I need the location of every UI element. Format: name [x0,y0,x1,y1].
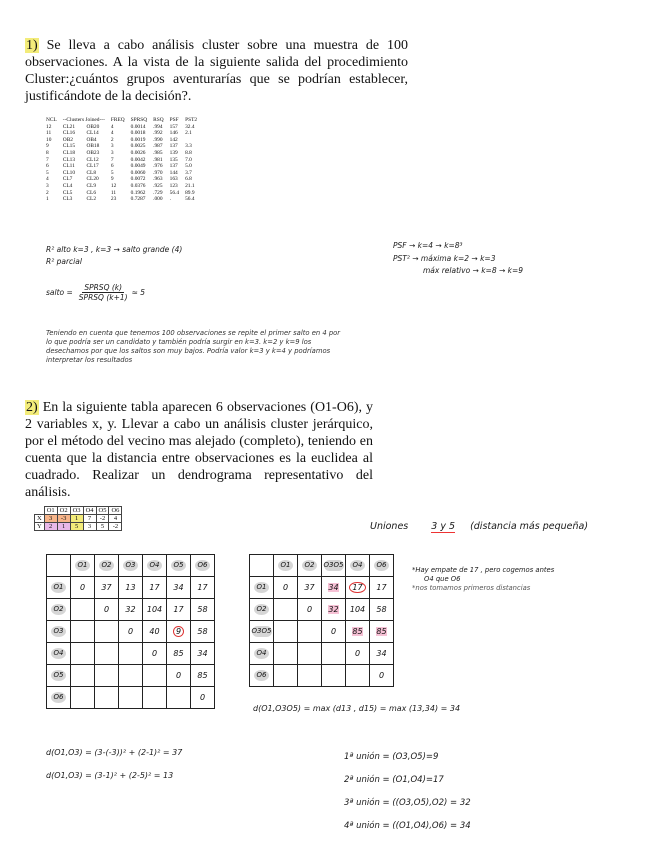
obs-header-cell [35,507,45,515]
matrix-cell [71,643,95,665]
table-cell: 135 [169,156,178,163]
table-cell: CL21 [62,123,76,130]
matrix-cell-highlight: 32 [322,599,346,621]
calc-line-2: d(O1,O3) = (3-1)² + (2-5)² = 13 [46,771,174,780]
matrix-cell [95,665,119,687]
obs-cell: 1 [70,515,83,523]
table-cell: 10 [46,136,52,143]
observations-table-wrap [34,506,122,531]
table-cell: 0.0042 [130,156,146,163]
table-cell: 0.0019 [130,136,146,143]
matrix-row-header: O3 [47,621,71,643]
table-row [43,190,200,197]
matrix-row [47,665,215,687]
question-number: 1) [26,38,38,53]
table-cell: 0.0018 [130,130,146,137]
matrix-cell: 37 [95,577,119,599]
matrix-cell: 37 [298,577,322,599]
column-header: FREQ [110,117,125,123]
table-cell: .963 [153,176,163,183]
matrix-col-header: O6 [191,555,215,577]
table-cell: 7 [110,156,114,163]
table-cell: 89.9 [185,189,195,196]
matrix-row-header: O3O5 [250,621,274,643]
matrix-cell-min [167,621,191,643]
distance-matrix-1 [46,554,215,709]
salto-result: ≈ 5 [131,288,146,297]
uniones-pair: 3 y 5 [431,521,456,532]
matrix-row [250,665,394,687]
observations-table [34,506,122,531]
table-row [43,183,200,190]
table-cell: 21.1 [185,182,195,189]
matrix-cell: 0 [167,665,191,687]
table-cell: CL18 [62,149,76,156]
matrix-col-header: O2 [95,555,119,577]
matrix-row-header: O4 [250,643,274,665]
cluster-history-table [43,117,200,203]
answer-r2-line1: R² alto k=3 , k=3 → salto grande (4) [46,245,183,254]
table-cell: 5.0 [185,163,192,170]
matrix-cell: 0 [370,665,394,687]
tie-note-line1: *Hay empate de 17 , pero cogemos antes [412,566,555,574]
table-cell: OB4 [86,136,97,143]
tie-note [412,566,554,593]
table-cell: .992 [153,130,163,137]
obs-cell: 7 [83,515,96,523]
matrix-row-header: O6 [47,687,71,709]
matrix-col-header: O1 [274,555,298,577]
salto-numerator: SPRSQ (k) [84,283,123,292]
matrix-row-header: O1 [47,577,71,599]
table-cell: 0.0072 [130,176,146,183]
table-cell: 9 [110,176,114,183]
matrix-cell [95,643,119,665]
table-cell: CL7 [62,176,73,183]
table-cell: CL5 [62,189,73,196]
matrix-cell: 104 [346,599,370,621]
table-cell: CL8 [86,169,97,176]
matrix-cell: 85 [167,643,191,665]
table-cell: 5 [46,169,49,176]
answer-r2-line2: R² parcial [46,257,82,266]
table-cell: 9 [46,143,49,150]
matrix-row-header: O5 [47,665,71,687]
obs-cell: 5 [96,523,109,531]
table-cell: CL4 [62,182,73,189]
table-cell: 137 [169,143,178,150]
table-cell: CL15 [62,143,76,150]
matrix-cell: 17 [191,577,215,599]
table-cell: 144 [169,169,178,176]
matrix-cell: 58 [191,599,215,621]
table-cell: .970 [153,169,163,176]
matrix-row [250,643,394,665]
matrix-col-header: O6 [370,555,394,577]
column-header: --Clusters Joined--- [62,117,105,123]
obs-header-cell: O3 [70,507,83,515]
matrix-cell: 0 [143,643,167,665]
table-cell: 157 [169,123,178,130]
matrix-cell: 0 [191,687,215,709]
answer-psf: PSF → k=4 → k=8³ [393,241,463,250]
question-text: Se lleva a cabo análisis cluster sobre una muestra de 100 observaciones. A la vista de la siguiente salida del procedimiento Cluster:¿cuántos grupos aventurarías que se podrían establecer, justificándote de la decisión?. [25,38,408,104]
table-cell: . [169,196,171,203]
salto-denominator: SPRSQ (k+1) [78,293,128,302]
matrix-col-header: O4 [143,555,167,577]
table-cell: 12 [110,182,117,189]
table-cell: 0.0014 [130,123,146,130]
column-header: SPRSQ [130,117,148,123]
matrix-cell [274,643,298,665]
table-cell: OB23 [86,149,100,156]
matrix-row-header: O6 [250,665,274,687]
obs-cell: 2 [44,523,57,531]
min-distance-circle: 9 [173,626,184,637]
matrix-cell [274,621,298,643]
matrix-col-header: O1 [71,555,95,577]
matrix-cell [167,687,191,709]
table-cell: CL13 [62,156,76,163]
matrix-cell: 58 [191,621,215,643]
table-cell: 0.0376 [130,182,146,189]
matrix-cell [274,599,298,621]
obs-header-cell: O6 [109,507,122,515]
table-cell: 6 [110,163,114,170]
matrix-row-header: O1 [250,577,274,599]
table-cell: CL16 [62,130,76,137]
union-list [344,746,471,838]
matrix-cell: 0 [298,599,322,621]
sas-cluster-output [43,117,200,203]
uniones-label: Uniones [370,521,409,532]
matrix-cell [71,687,95,709]
table-cell: 11 [110,189,117,196]
obs-row-x [35,515,122,523]
table-cell: 163 [169,176,178,183]
matrix-cell: 104 [143,599,167,621]
matrix-cell [71,665,95,687]
table-cell: 0.0026 [130,149,146,156]
matrix-cell-min [346,577,370,599]
table-cell: .990 [153,136,163,143]
column-header: NCL [46,117,57,123]
table-cell: 0.7287 [130,196,146,203]
matrix-cell: 0 [346,643,370,665]
matrix-cell [119,687,143,709]
matrix-row-header: O2 [47,599,71,621]
union-4: 4ª unión = ((O1,O4),O6) = 34 [344,821,471,831]
matrix-cell: 34 [370,643,394,665]
tie-note-line2: O4 que O6 [424,575,461,583]
matrix-cell [274,665,298,687]
matrix-cell [143,665,167,687]
question-2 [25,399,373,501]
table-cell: 2 [110,136,114,143]
question-text: En la siguiente tabla aparecen 6 observaciones (O1-O6), y 2 variables x, y. Llevar a cabo un análisis cluster jerárquico, por el método del vecino mas alejado (completo), teniendo en cuenta que la distancia entre observaciones es la euclidea al cuadrado. Realizar un dendrograma representativo del análisis. [25,400,374,500]
matrix-cell-highlight: 34 [322,577,346,599]
table-cell: 3.7 [185,169,192,176]
table-cell: 4 [110,130,114,137]
calc-line-1: d(O1,O3) = (3-(-3))² + (2-1)² = 37 [46,748,183,757]
matrix-corner [250,555,274,577]
matrix-cell [119,643,143,665]
column-header: RSQ [153,117,164,123]
table-cell [182,137,200,144]
answer-paragraph: Teniendo en cuenta que tenemos 100 observaciones se repite el primer salto en 4 por lo que podría ser un candidato y también podría surgir en k=3. k=2 y k=9 los desechamos por que los saltos son muy bajos. Podría valor k=3 y k=4 y podríamos interpretar los resultados [46,329,341,364]
obs-header-cell: O4 [83,507,96,515]
table-cell: .985 [153,149,163,156]
obs-cell: -2 [96,515,109,523]
distance-matrix-2 [249,554,394,687]
obs-cell: 4 [109,515,122,523]
matrix-cell: 0 [274,577,298,599]
matrix-row [47,577,215,599]
matrix-row [250,621,394,643]
table-cell: OB2 [62,136,73,143]
matrix-cell [298,621,322,643]
table-cell: 0.1962 [130,189,146,196]
salto-fraction [79,283,128,302]
matrix-cell [322,643,346,665]
table-cell: .981 [153,156,163,163]
distance-matrix-table [249,554,394,687]
matrix-cell [119,665,143,687]
matrix-cell: 0 [322,621,346,643]
matrix-cell [346,665,370,687]
table-cell: 4 [46,176,49,183]
table-row [43,170,200,177]
table-cell: .925 [153,182,163,189]
table-cell: 4 [110,123,114,130]
table-cell: 3.3 [185,143,192,150]
table-cell: 23 [110,196,117,203]
table-cell: CL20 [86,176,99,183]
matrix-cell: 0 [119,621,143,643]
matrix-cell: 34 [191,643,215,665]
matrix-cell: 17 [167,599,191,621]
table-cell: 3 [110,143,114,150]
table-cell: 6 [46,163,49,170]
matrix-cell [71,599,95,621]
distance-matrix-table [46,554,215,709]
table-row [43,130,200,137]
table-row [43,163,200,170]
table-row [43,143,200,150]
table-row [43,196,200,203]
table-cell: 32.4 [185,123,195,130]
question-1 [25,37,408,105]
obs-row-y [35,523,122,531]
table-header-row [43,117,200,124]
matrix-header-row [47,555,215,577]
obs-cell: 1 [57,523,70,531]
matrix-row [47,599,215,621]
table-row [43,137,200,144]
table-cell: 2.1 [185,130,192,137]
table-cell: 3 [110,149,114,156]
matrix-cell [95,687,119,709]
matrix-cell: 85 [191,665,215,687]
table-cell: 3 [46,182,49,189]
answer-pst2-a: PST² → máxima k=2 → k=3 [393,254,496,263]
table-cell: CL9 [86,182,97,189]
table-cell: 0.0060 [130,169,146,176]
table-cell: 5 [110,169,114,176]
table-row [43,157,200,164]
table-cell: .976 [153,163,163,170]
matrix-col-header: O3 [119,555,143,577]
matrix-row [47,643,215,665]
min-distance-circle: 17 [349,582,365,593]
matrix-row [250,599,394,621]
obs-header-cell: O5 [96,507,109,515]
table-cell: .729 [153,189,163,196]
matrix-cell: 13 [119,577,143,599]
obs-cell: 5 [70,523,83,531]
table-cell: CL6 [86,189,97,196]
obs-header-row [35,507,122,515]
matrix-col-header: O4 [346,555,370,577]
table-cell: .994 [153,123,163,130]
table-cell: CL2 [86,196,97,203]
matrix-cell: 17 [143,577,167,599]
obs-cell: Y [35,523,45,531]
matrix-cell: 0 [71,577,95,599]
tie-note-line3: *nos tomamos primeros distancias [412,584,531,592]
table-cell: 1 [46,196,49,203]
table-cell: 8 [46,149,49,156]
table-cell: .987 [153,143,163,150]
matrix-corner [47,555,71,577]
column-header: PST2 [185,117,198,123]
table-cell: CL10 [62,169,76,176]
table-cell: 0.0025 [130,143,146,150]
table-cell: CL11 [62,163,75,170]
matrix-cell [95,621,119,643]
salto-label: salto = [46,288,73,297]
obs-cell: X [35,515,45,523]
table-cell: 137 [169,163,178,170]
table-cell: CL17 [86,163,99,170]
matrix-cell: 58 [370,599,394,621]
table-cell: 12 [46,123,52,130]
obs-cell: 3 [44,515,57,523]
column-header: PSF [169,117,179,123]
matrix-col-header: O3O5 [322,555,346,577]
table-row [43,176,200,183]
obs-header-cell: O1 [44,507,57,515]
matrix-row [47,687,215,709]
table-row [43,124,200,131]
matrix-col-header: O5 [167,555,191,577]
matrix-cell [298,665,322,687]
matrix-cell [298,643,322,665]
answer-pst2-b: máx relativo → k=8 → k=9 [423,266,524,275]
table-cell: 8.8 [185,149,192,156]
matrix-cell [71,621,95,643]
table-cell: 2 [46,189,49,196]
table-cell: CL14 [86,130,99,137]
table-cell: 142 [169,136,178,143]
obs-cell: 3 [83,523,96,531]
table-cell: 7.0 [185,156,192,163]
matrix-cell-highlight: 85 [370,621,394,643]
table-cell: CL3 [62,196,73,203]
uniones-line [370,521,588,532]
table-cell: OB18 [86,143,100,150]
table-cell: 146 [169,130,178,137]
matrix-row [47,621,215,643]
matrix-header-row [250,555,394,577]
table-cell: 0.0049 [130,163,146,170]
obs-header-cell: O2 [57,507,70,515]
table-cell: 11 [46,130,52,137]
complete-linkage-distance: d(O1,O3O5) = max (d13 , d15) = max (13,34) = 34 [253,704,461,713]
matrix-cell: 0 [95,599,119,621]
table-cell: 139 [169,149,178,156]
union-3: 3ª unión = ((O3,O5),O2) = 32 [344,798,471,808]
table-cell: .000 [153,196,163,203]
matrix-cell: 32 [119,599,143,621]
union-1: 1ª unión = (O3,O5)=9 [344,752,439,762]
matrix-cell: 17 [370,577,394,599]
obs-cell: -3 [57,515,70,523]
table-cell: 7 [46,156,49,163]
table-cell: 56.4 [169,189,180,196]
matrix-row-header: O2 [250,599,274,621]
matrix-col-header: O2 [298,555,322,577]
table-cell: 56.4 [185,196,195,203]
table-cell: OB20 [86,123,100,130]
matrix-cell: 40 [143,621,167,643]
matrix-row [250,577,394,599]
table-cell: 123 [169,182,178,189]
union-2: 2ª unión = (O1,O4)=17 [344,775,444,785]
matrix-cell [143,687,167,709]
table-row [43,150,200,157]
table-cell: 6.8 [185,176,192,183]
uniones-note: (distancia más pequeña) [470,521,589,532]
matrix-row-header: O4 [47,643,71,665]
obs-cell: -2 [109,523,122,531]
question-number: 2) [26,400,38,415]
table-cell: CL12 [86,156,99,163]
matrix-cell: 34 [167,577,191,599]
answer-salto-formula [46,283,145,302]
matrix-cell-highlight: 85 [346,621,370,643]
matrix-cell [322,665,346,687]
